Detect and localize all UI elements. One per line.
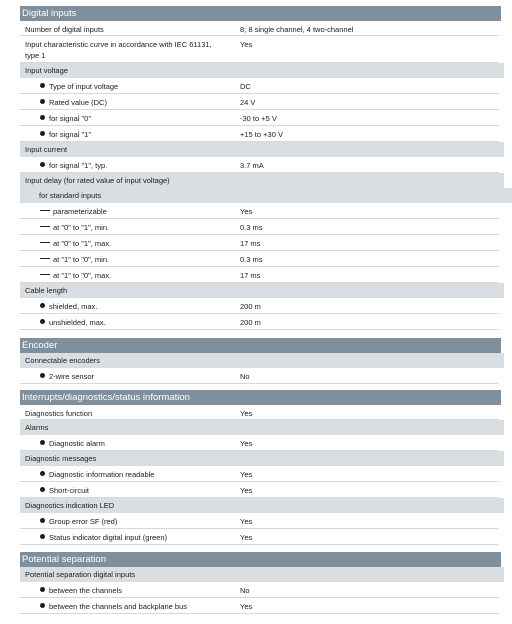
subheader-label: Potential separation digital inputs <box>25 570 136 579</box>
bullet-icon <box>40 303 45 308</box>
dash-icon <box>40 210 50 211</box>
row-value: 17 ms <box>240 239 261 248</box>
row-label: at "0" to "1", max. <box>20 238 236 249</box>
subheader-diagnostics-led <box>20 498 504 513</box>
table-row <box>20 435 499 451</box>
bullet-icon <box>40 99 45 104</box>
row-value: 200 m <box>240 318 261 327</box>
row-value: Yes <box>240 409 253 418</box>
table-row <box>20 513 499 529</box>
subheader-label: Alarms <box>25 423 49 432</box>
row-value: -30 to +5 V <box>240 114 277 123</box>
table-row <box>20 582 499 598</box>
row-value: Yes <box>240 470 253 479</box>
row-label: between the channels <box>20 585 236 596</box>
table-row <box>20 235 499 251</box>
row-label: Diagnostic information readable <box>20 469 236 480</box>
subheader-input-voltage <box>20 63 504 78</box>
section-header-digital-inputs <box>20 6 501 21</box>
table-row <box>20 598 499 614</box>
row-value: +15 to +30 V <box>240 130 283 139</box>
table-row <box>20 203 499 219</box>
table-row <box>20 368 499 384</box>
table-row <box>20 267 499 283</box>
row-label: Diagnostics function <box>25 409 93 418</box>
dash-icon <box>40 258 50 259</box>
dash-icon <box>40 226 50 227</box>
subheader-cable-length <box>20 283 504 298</box>
row-value: 17 ms <box>240 271 261 280</box>
bullet-icon <box>40 162 45 167</box>
row-value: Yes <box>240 602 253 611</box>
table-row <box>20 251 499 267</box>
dash-icon <box>40 274 50 275</box>
bullet-icon <box>40 319 45 324</box>
row-value: DC <box>240 82 251 91</box>
bullet-icon <box>40 603 45 608</box>
row-value: 8; 8 single channel, 4 two-channel <box>240 25 354 34</box>
table-row <box>20 94 499 110</box>
row-value: Yes <box>240 40 253 49</box>
row-label: Diagnostic alarm <box>20 438 236 449</box>
row-label: Type of input voltage <box>20 81 236 92</box>
subheader-label: Input voltage <box>25 66 68 75</box>
row-value: 24 V <box>240 98 256 107</box>
bullet-icon <box>40 83 45 88</box>
row-value: Yes <box>240 533 253 542</box>
bullet-icon <box>40 373 45 378</box>
subheader-label: for standard inputs <box>39 191 102 200</box>
row-value: No <box>240 586 250 595</box>
table-row <box>20 466 499 482</box>
bullet-icon <box>40 131 45 136</box>
table-row <box>20 482 499 498</box>
subheader-label: Cable length <box>25 286 68 295</box>
subheader-input-delay <box>20 173 504 188</box>
row-value: 200 m <box>240 302 261 311</box>
section-header-encoder <box>20 338 501 353</box>
row-label: Short-circuit <box>20 485 236 496</box>
bullet-icon <box>40 115 45 120</box>
row-value: Yes <box>240 207 253 216</box>
row-value: Yes <box>240 439 253 448</box>
table-row <box>20 78 499 94</box>
table-row <box>20 157 499 173</box>
table-row <box>20 36 499 63</box>
subheader-diagnostic-messages <box>20 451 504 466</box>
bullet-icon <box>40 587 45 592</box>
row-value: Yes <box>240 486 253 495</box>
subheader-label: Connectable encoders <box>25 356 101 365</box>
row-value: 0.3 ms <box>240 255 263 264</box>
row-label: at "0" to "1", min. <box>20 222 236 233</box>
bullet-icon <box>40 487 45 492</box>
row-label: for signal "0" <box>20 113 236 124</box>
table-row <box>20 219 499 235</box>
row-label: parameterizable <box>20 206 236 217</box>
dash-icon <box>40 242 50 243</box>
row-label: for signal "1", typ. <box>20 160 236 171</box>
subheader-label: Input delay (for rated value of input voltage) <box>25 176 170 185</box>
row-label: 2-wire sensor <box>20 371 236 382</box>
subheader-standard-inputs <box>20 188 512 203</box>
row-label: for signal "1" <box>20 129 236 140</box>
row-value: 3.7 mA <box>240 161 264 170</box>
row-label: at "1" to "0", max. <box>20 270 236 281</box>
section-header-interrupts <box>20 390 501 405</box>
spec-table <box>20 6 499 614</box>
row-value: No <box>240 372 250 381</box>
row-label: unshielded, max. <box>20 317 236 328</box>
row-label: Group error SF (red) <box>20 516 236 527</box>
table-row <box>20 298 499 314</box>
row-label: Number of digital inputs <box>25 25 104 34</box>
spacer <box>20 330 499 338</box>
bullet-icon <box>40 534 45 539</box>
section-title: Digital inputs <box>22 8 77 19</box>
bullet-icon <box>40 518 45 523</box>
subheader-input-current <box>20 142 504 157</box>
subheader-label: Input current <box>25 145 68 154</box>
row-label: between the channels and backplane bus <box>20 601 236 612</box>
subheader-potential-separation-di <box>20 567 504 582</box>
subheader-alarms <box>20 420 504 435</box>
section-title: Interrupts/diagnostics/status information <box>22 392 190 403</box>
table-row <box>20 314 499 330</box>
table-row <box>20 405 499 420</box>
bullet-icon <box>40 471 45 476</box>
section-title: Potential separation <box>22 554 106 565</box>
subheader-connectable-encoders <box>20 353 504 368</box>
row-label: Input characteristic curve in accordance with IEC 61131, type 1 <box>25 40 212 60</box>
table-row <box>20 110 499 126</box>
row-value: 0.3 ms <box>240 223 263 232</box>
table-row <box>20 126 499 142</box>
row-value: Yes <box>240 517 253 526</box>
spacer <box>20 545 499 552</box>
bullet-icon <box>40 440 45 445</box>
section-header-potential-separation <box>20 552 501 567</box>
section-title: Encoder <box>22 340 58 351</box>
row-label: shielded, max. <box>20 301 236 312</box>
row-label: Rated value (DC) <box>20 97 236 108</box>
subheader-label: Diagnostic messages <box>25 454 97 463</box>
table-row <box>20 529 499 545</box>
row-label: Status indicator digital input (green) <box>20 532 236 543</box>
table-row <box>20 21 499 36</box>
subheader-label: Diagnostics indication LED <box>25 501 115 510</box>
row-label: at "1" to "0", min. <box>20 254 236 265</box>
